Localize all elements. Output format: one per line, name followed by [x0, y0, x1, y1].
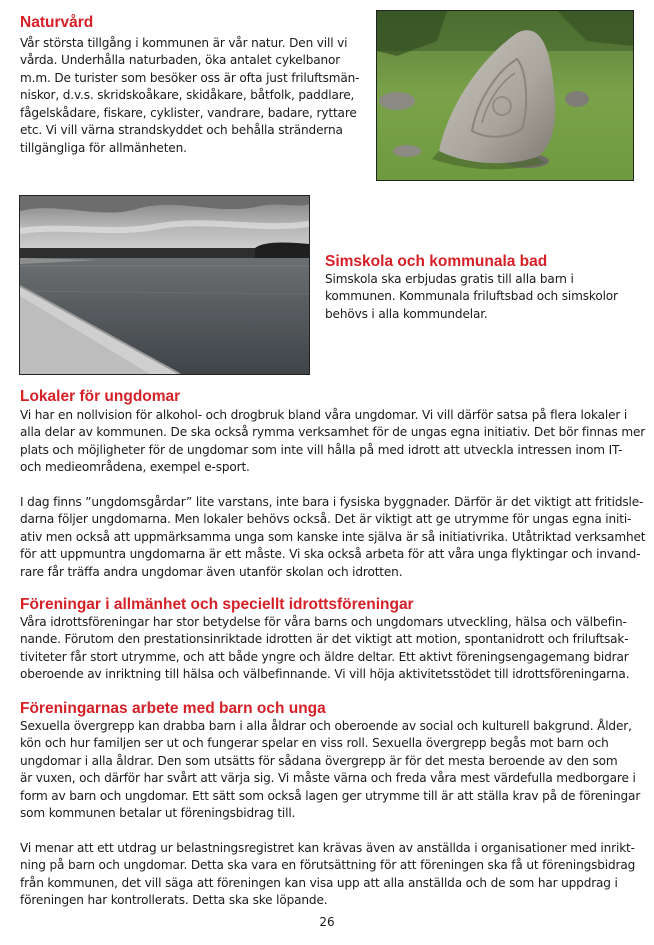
- text-line: ativ men också att uppmärksamma unga som kanske inte själva är så initiativrika. Utåtriktad verksamhet: [20, 529, 646, 544]
- page-number: 26: [319, 915, 335, 929]
- text-line: Simskola ska erbjudas gratis till alla barn i: [325, 272, 574, 286]
- text-line: ning på barn och ungdomar. Detta ska vara en förutsättning för att föreningen ska få ut föreningsbidrag: [20, 858, 636, 873]
- heading-barn-unga: Föreningarnas arbete med barn och unga: [20, 700, 326, 717]
- text-line: tillgängliga för allmänheten.: [20, 140, 187, 155]
- paragraph-foreningar: [20, 614, 629, 684]
- text-line: är vuxen, och därför har svårt att värja sig. Vi måste värna och freda våra mest värdefulla medborgare i: [20, 771, 636, 786]
- text-line: alla delar av kommunen. De ska också rymma verksamhet för de ungas egna initiativ. Det bör finnas mer: [20, 425, 646, 440]
- text-line: från kommunen, det vill säga att föreningen kan visa upp att alla anställda och de som har uppdrag i: [20, 875, 618, 890]
- text-line: vårda. Underhålla naturbaden, öka antalet cykelbanor: [20, 53, 341, 68]
- text-line: och medieområdena, exempel e-sport.: [20, 460, 250, 475]
- text-line: darna följer ungdomarna. Men lokaler behövs också. Det är viktigt att ge utrymme för ungas egna initi-: [20, 512, 632, 527]
- text-line: Sexuella övergrepp kan drabba barn i alla åldrar och oberoende av social och kulturell bakgrund. Ålder,: [20, 719, 632, 733]
- text-line: som kommunen betalar ut föreningsbidrag till.: [20, 806, 296, 821]
- text-line: Våra idrottsföreningar har stor betydelse för våra barns och ungdomars utveckling, hälsa och välbefin-: [20, 615, 627, 629]
- text-line: form av barn och ungdomar. Ett sätt som också lagen ger utrymme till är att ställa krav på de föreningar: [20, 788, 641, 803]
- text-line: föreningen har kontrollerats. Detta ska ske löpande.: [20, 893, 328, 908]
- paragraph-lokaler-1: [20, 407, 645, 477]
- text-line: Vi menar att ett utdrag ur belastningsregistret kan krävas även av anställda i organisationer med inrikt-: [20, 841, 635, 855]
- paragraph-lokaler-2: [20, 494, 645, 581]
- text-line: etc. Vi vill värna strandskyddet och behålla stränderna: [20, 123, 343, 138]
- paragraph-simskola: [325, 271, 618, 323]
- text-line: kommunen. Kommunala friluftsbad och simskolor: [325, 289, 618, 304]
- text-line: fågelskådare, fiskare, cyklister, vandrare, badare, ryttare: [20, 105, 357, 120]
- text-line: Vi har en nollvision för alkohol- och drogbruk bland våra ungdomar. Vi vill därför satsa på flera lokaler i: [20, 408, 628, 422]
- text-line: I dag finns ”ungdomsgårdar” lite varstans, inte bara i fysiska byggnader. Därför är det viktigt att fritidsle-: [20, 495, 644, 509]
- paragraph-barn-unga-2: [20, 840, 635, 910]
- text-line: ungdomar i alla åldrar. Den som utsätts för sådana övergrepp är för det mesta beroende av den som: [20, 753, 618, 768]
- text-line: Vår största tillgång i kommunen är vår natur. Den vill vi: [20, 36, 348, 50]
- text-line: kön och hur familjen ser ut och fungerar spelar en viss roll. Sexuella övergrepp begås mot barn och: [20, 736, 609, 751]
- paragraph-naturvard: [20, 35, 359, 157]
- heading-naturvard: Naturvård: [20, 14, 94, 31]
- lake-photo: [19, 195, 310, 375]
- text-line: rare får träffa andra ungdomar även utanför skolan och idrotten.: [20, 564, 403, 579]
- text-line: plats och möjligheter för de ungdomar som inte vill hålla på med idrott att utveckla intressen inom IT-: [20, 442, 623, 457]
- text-line: m.m. De turister som besöker oss är ofta just friluftsmän-: [20, 70, 360, 85]
- paragraph-barn-unga-1: [20, 718, 640, 823]
- text-line: nande. Förutom den prestationsinriktade idrotten är det viktigt att motion, spontanidrott och friluftsak-: [20, 632, 629, 647]
- text-line: behövs i alla kommundelar.: [325, 306, 488, 321]
- heading-simskola: Simskola och kommunala bad: [325, 253, 548, 270]
- text-line: oberoende av inriktning till hälsa och välbefinnande. Vi vill höja aktivitetsstödet till idrottsföreningarna.: [20, 667, 630, 682]
- text-line: tiviteter får stort utrymme, och att både yngre och äldre deltar. Ett aktivt föreningsengagemang bidrar: [20, 649, 629, 664]
- text-line: för att uppmuntra ungdomarna är ett måste. Vi ska också arbeta för att våra unga flyktingar och invand-: [20, 547, 641, 562]
- runestone-photo: [376, 10, 634, 181]
- runestone-illustration: [377, 11, 633, 180]
- heading-foreningar: Föreningar i allmänhet och speciellt idrottsföreningar: [20, 596, 414, 613]
- text-line: niskor, d.v.s. skridskoåkare, skidåkare, båtfolk, paddlare,: [20, 88, 355, 103]
- lake-illustration: [20, 196, 309, 374]
- heading-lokaler: Lokaler för ungdomar: [20, 388, 181, 405]
